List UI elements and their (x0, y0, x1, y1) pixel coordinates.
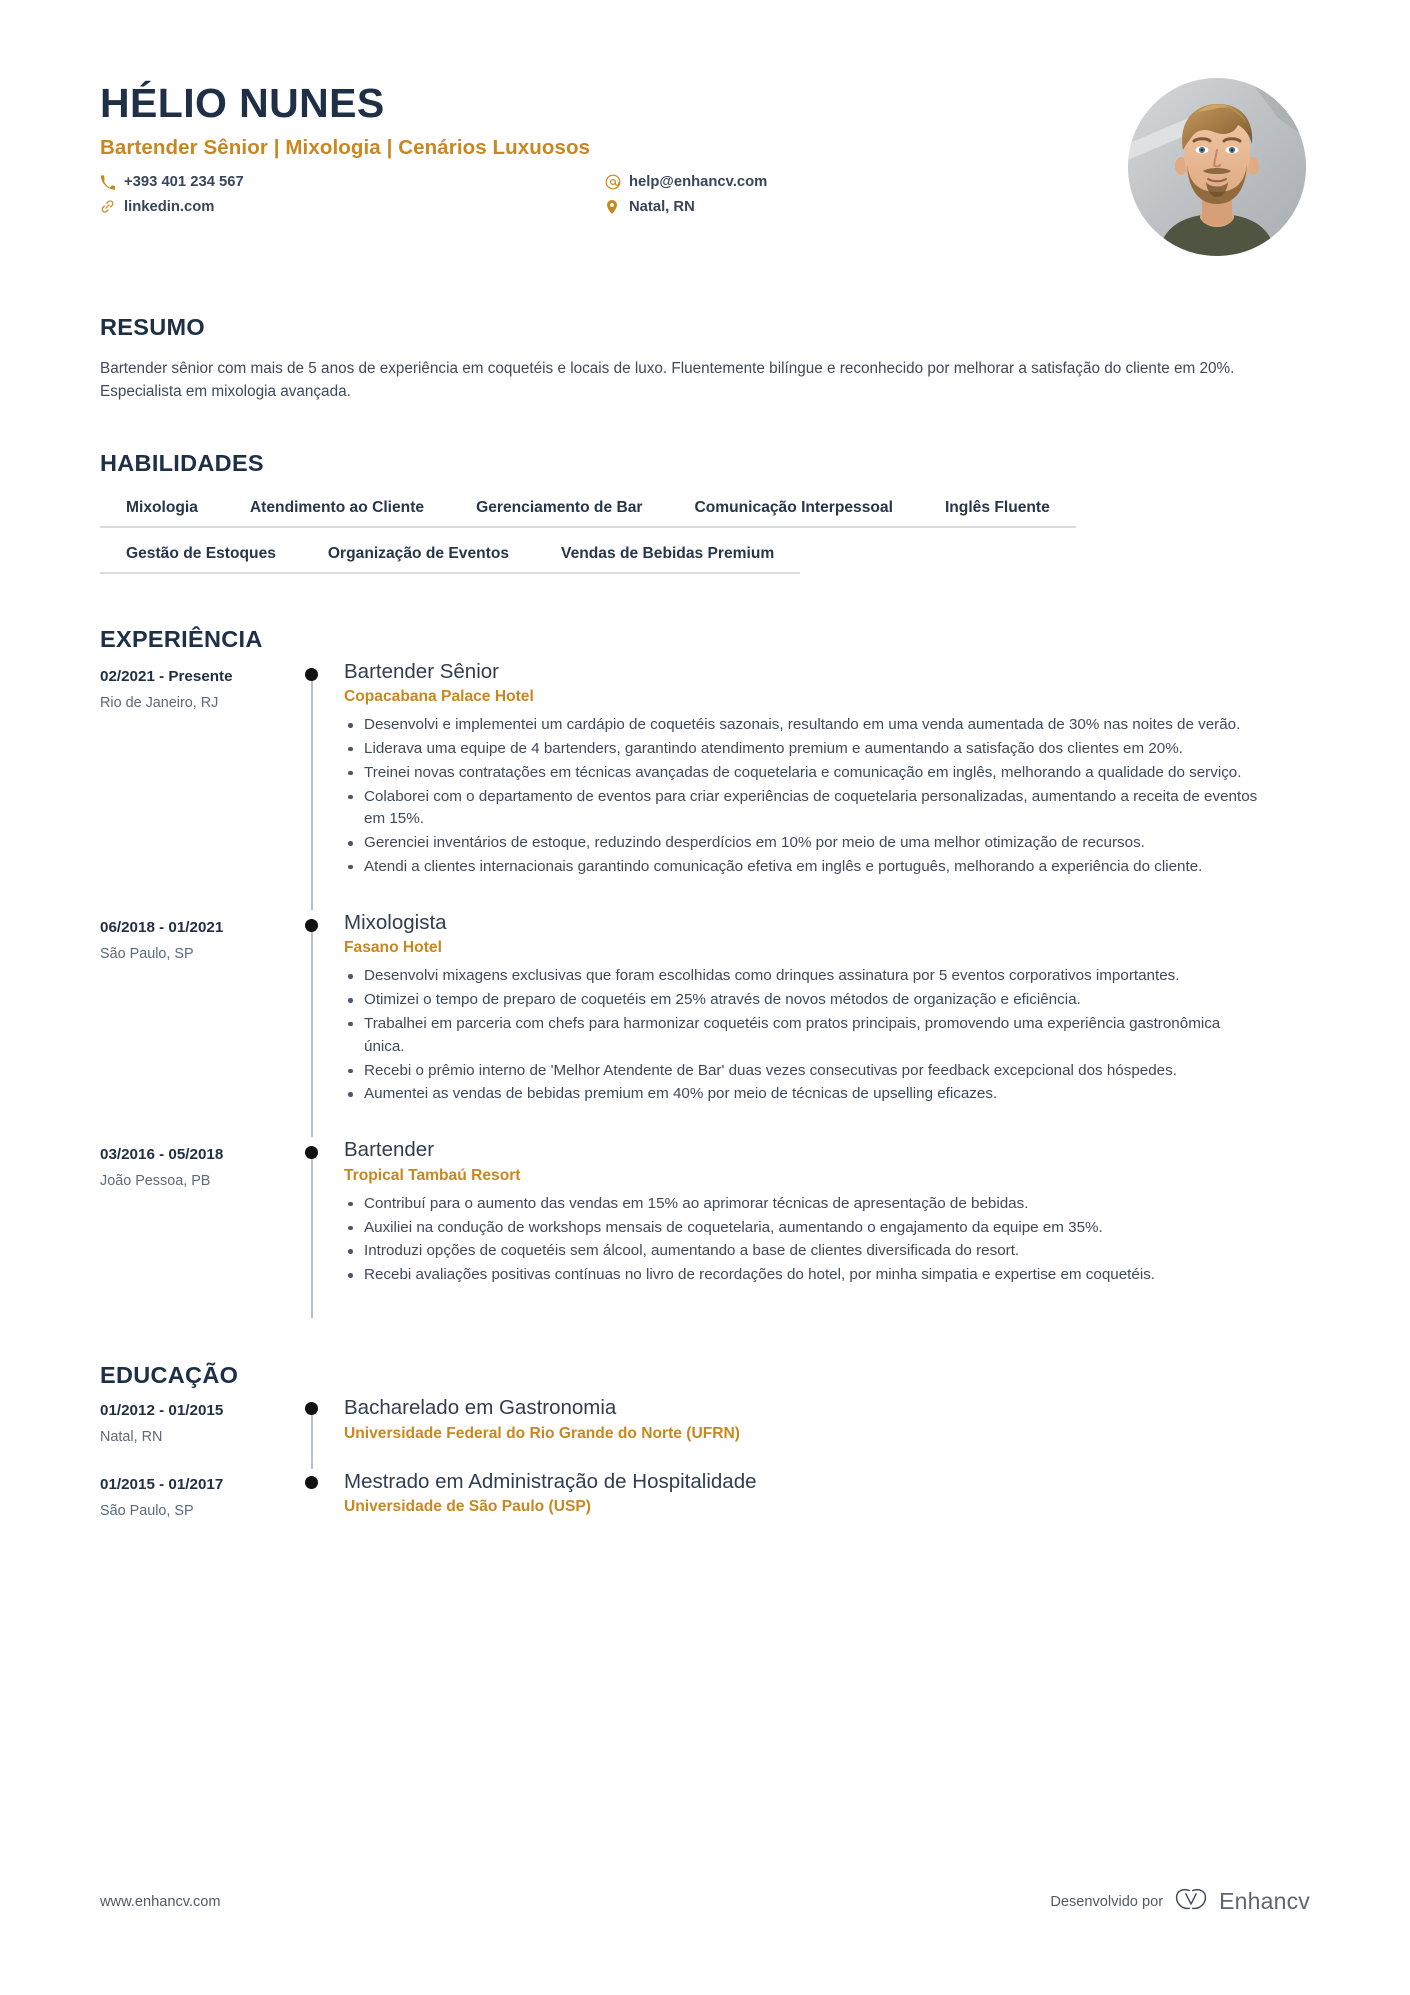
footer-powered-by-label: Desenvolvido por (1050, 1893, 1164, 1910)
entry-meta (100, 1137, 280, 1318)
bullet-item: Treinei novas contratações em técnicas avançadas de coquetelaria e comunicação em inglês, melhorando a qualidade do serviço. (344, 762, 1259, 785)
timeline-rail (280, 1395, 344, 1469)
bullet-item: Trabalhei em parceria com chefs para harmonizar coquetéis com pratos principais, promovendo uma experiência gastronômica única. (344, 1013, 1259, 1059)
entry-body (344, 1395, 1310, 1469)
bullet-item: Recebi o prêmio interno de 'Melhor Atendente de Bar' duas vezes consecutivas por feedback excepcional dos hóspedes. (344, 1060, 1259, 1083)
entry-role: Mixologista (344, 910, 447, 934)
avatar (1128, 78, 1306, 256)
entry-company: Fasano Hotel (344, 939, 442, 957)
skill-chip: Mixologia (100, 499, 224, 528)
contact-email[interactable] (605, 173, 1020, 191)
header-left (100, 78, 1128, 216)
contact-linkedin[interactable] (100, 198, 605, 216)
entry-bullets (344, 1193, 1310, 1287)
professional-headline: Bartender Sênior | Mixologia | Cenários Luxuosos (100, 136, 591, 160)
entry-location: Rio de Janeiro, RJ (100, 694, 219, 711)
entry-role: Bartender (344, 1138, 435, 1162)
entry-degree: Bacharelado em Gastronomia (344, 1395, 617, 1419)
summary-section-title: RESUMO (100, 314, 205, 340)
entry-date: 01/2012 - 01/2015 (100, 1401, 224, 1419)
skills-row (100, 545, 1310, 574)
page-footer (100, 1886, 1310, 1917)
location-pin-icon (605, 198, 625, 215)
contact-location-text: Natal, RN (629, 198, 695, 215)
entry-bullets (344, 965, 1310, 1106)
experience-entries (100, 659, 1310, 1318)
skill-chip: Inglês Fluente (919, 499, 1076, 528)
bullet-item: Gerenciei inventários de estoque, reduzindo desperdícios em 10% por meio de uma melhor otimização de recursos. (344, 832, 1259, 855)
entry-company: Copacabana Palace Hotel (344, 688, 534, 706)
education-section (100, 1362, 1310, 1542)
bullet-item: Auxiliei na condução de workshops mensais de coquetelaria, aumentando o engajamento da equipe em 35%. (344, 1217, 1259, 1240)
timeline-rail (280, 910, 344, 1137)
entry-meta (100, 1469, 280, 1543)
entry-location: São Paulo, SP (100, 945, 194, 962)
entry-location: São Paulo, SP (100, 1502, 194, 1519)
summary-text: Bartender sênior com mais de 5 anos de experiência em coquetéis e locais de luxo. Fluentemente bilíngue e reconhecido por melhorar a satisfação do cliente em 20%. Especialista em mixologia avançada. (100, 360, 1235, 401)
education-entry (100, 1395, 1310, 1469)
education-entry (100, 1469, 1310, 1543)
skill-chip: Vendas de Bebidas Premium (535, 545, 800, 574)
contact-linkedin-text: linkedin.com (124, 198, 215, 215)
skills-section (100, 450, 1310, 574)
page-title: HÉLIO NUNES (100, 80, 385, 126)
timeline-rail (280, 1469, 344, 1543)
skills-row (100, 499, 1310, 528)
footer-brand-name: Enhancv (1219, 1888, 1310, 1914)
entry-date: 01/2015 - 01/2017 (100, 1475, 224, 1493)
entry-meta (100, 910, 280, 1137)
timeline-dot-icon (305, 668, 318, 681)
education-section-title: EDUCAÇÃO (100, 1361, 239, 1388)
entry-meta (100, 1395, 280, 1469)
entry-body (344, 1469, 1310, 1543)
bullet-item: Aumentei as vendas de bebidas premium em 40% por meio de técnicas de upselling eficazes. (344, 1083, 1259, 1106)
timeline-dot-icon (305, 1476, 318, 1489)
entry-school: Universidade Federal do Rio Grande do Norte (UFRN) (344, 1424, 740, 1442)
entry-location: João Pessoa, PB (100, 1173, 211, 1190)
skills-list (100, 499, 1310, 574)
timeline-line (311, 924, 313, 1137)
footer-website-url[interactable]: www.enhancv.com (100, 1893, 221, 1910)
bullet-item: Atendi a clientes internacionais garantindo comunicação efetiva em inglês e português, melhorando a experiência do cliente. (344, 856, 1259, 879)
contact-grid (100, 173, 1020, 216)
timeline-line (311, 673, 313, 910)
timeline-dot-icon (305, 919, 318, 932)
skill-chip: Comunicação Interpessoal (668, 499, 918, 528)
entry-date: 06/2018 - 01/2021 (100, 918, 224, 936)
entry-degree: Mestrado em Administração de Hospitalidade (344, 1469, 757, 1493)
timeline-dot-icon (305, 1402, 318, 1415)
timeline-line (311, 1407, 313, 1469)
entry-body (344, 659, 1310, 910)
experience-entry (100, 659, 1310, 910)
education-entries (100, 1395, 1310, 1542)
contact-email-text: help@enhancv.com (629, 174, 768, 191)
entry-date: 03/2016 - 05/2018 (100, 1146, 224, 1164)
skill-chip: Atendimento ao Cliente (224, 499, 450, 528)
contact-location (605, 198, 1020, 216)
entry-body (344, 1137, 1310, 1318)
footer-brand (1050, 1886, 1310, 1917)
entry-bullets (344, 714, 1310, 879)
contact-phone-text: +393 401 234 567 (124, 174, 244, 191)
bullet-item: Desenvolvi e implementei um cardápio de coquetéis sazonais, resultando em uma venda aumentada de 30% nas noites de verão. (344, 714, 1259, 737)
link-icon (100, 198, 120, 215)
timeline-rail (280, 1137, 344, 1318)
profile-photo (1128, 78, 1306, 256)
entry-meta (100, 659, 280, 910)
skill-chip: Gerenciamento de Bar (450, 499, 668, 528)
bullet-item: Liderava uma equipe de 4 bartenders, garantindo atendimento premium e aumentando a satisfação dos clientes em 20%. (344, 738, 1259, 761)
entry-date: 02/2021 - Presente (100, 667, 233, 685)
entry-role: Bartender Sênior (344, 659, 499, 683)
entry-location: Natal, RN (100, 1428, 163, 1445)
skill-chip: Gestão de Estoques (100, 545, 302, 574)
bullet-item: Introduzi opções de coquetéis sem álcool, aumentando a base de clientes diversificada do resort. (344, 1240, 1259, 1263)
bullet-item: Desenvolvi mixagens exclusivas que foram escolhidas como drinques assinatura por 5 eventos corporativos importantes. (344, 965, 1259, 988)
bullet-item: Contribuí para o aumento das vendas em 15% ao aprimorar técnicas de apresentação de bebidas. (344, 1193, 1259, 1216)
bullet-item: Recebi avaliações positivas contínuas no livro de recordações do hotel, por minha simpatia e expertise em coquetéis. (344, 1264, 1259, 1287)
skill-chip: Organização de Eventos (302, 545, 535, 574)
entry-school: Universidade de São Paulo (USP) (344, 1498, 591, 1516)
contact-phone[interactable] (100, 173, 605, 191)
timeline-dot-icon (305, 1146, 318, 1159)
bullet-item: Otimizei o tempo de preparo de coquetéis em 25% através de novos métodos de organização e eficiência. (344, 989, 1259, 1012)
experience-section-title: EXPERIÊNCIA (100, 625, 263, 652)
entry-company: Tropical Tambaú Resort (344, 1166, 521, 1184)
experience-section (100, 626, 1310, 1318)
summary-section (100, 314, 1310, 404)
enhancv-logo-icon (1174, 1886, 1208, 1917)
timeline-rail (280, 659, 344, 910)
experience-entry (100, 910, 1310, 1137)
resume-header (100, 0, 1310, 256)
entry-body (344, 910, 1310, 1137)
phone-icon (100, 174, 120, 191)
email-icon (605, 174, 625, 191)
experience-entry (100, 1137, 1310, 1318)
bullet-item: Colaborei com o departamento de eventos para criar experiências de coquetelaria personalizadas, aumentando a receita de eventos em 15%. (344, 786, 1259, 832)
skills-section-title: HABILIDADES (100, 449, 264, 476)
timeline-line (311, 1151, 313, 1318)
